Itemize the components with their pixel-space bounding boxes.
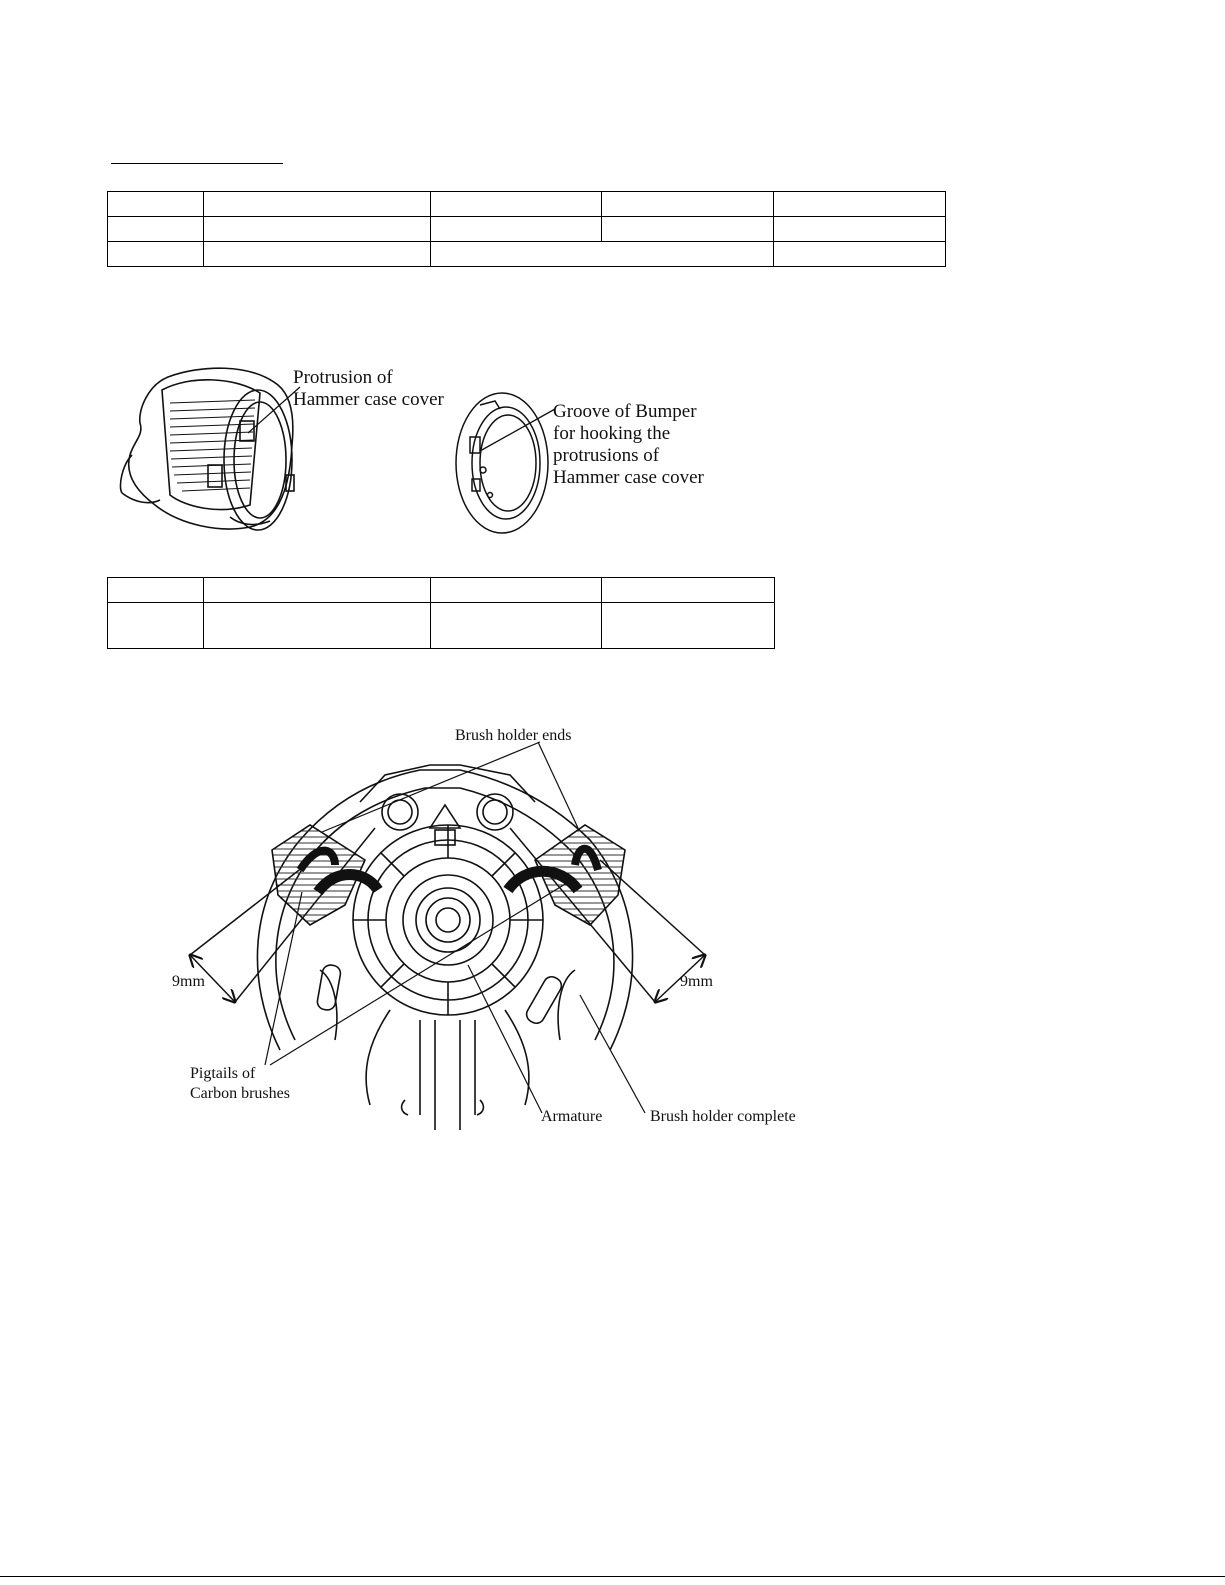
table-row bbox=[108, 578, 775, 603]
callout-bumper-line2: for hooking the bbox=[553, 423, 671, 444]
callout-bumper-line1: Groove of Bumper bbox=[553, 401, 697, 422]
table-row bbox=[108, 242, 946, 267]
callout-hammer-case-line2: Hammer case cover bbox=[293, 389, 444, 410]
page-bottom-rule bbox=[0, 1576, 1225, 1577]
table-row bbox=[108, 217, 946, 242]
label-brush-holder-ends: Brush holder ends bbox=[455, 727, 572, 744]
brush-holder-drawing bbox=[257, 765, 632, 1130]
header-table bbox=[107, 191, 946, 267]
label-pigtails-line2: Carbon brushes bbox=[190, 1085, 290, 1102]
label-9mm-right: 9mm bbox=[680, 973, 713, 990]
label-armature: Armature bbox=[541, 1108, 603, 1125]
label-9mm-left: 9mm bbox=[172, 973, 205, 990]
callout-bumper-line3: protrusions of bbox=[553, 445, 660, 466]
callout-bumper-line4: Hammer case cover bbox=[553, 467, 704, 488]
heading-underline bbox=[111, 163, 283, 164]
table-row bbox=[108, 603, 775, 649]
bumper-drawing bbox=[456, 393, 548, 533]
hammer-case-cover-drawing bbox=[120, 368, 294, 530]
label-brush-holder-complete: Brush holder complete bbox=[650, 1108, 796, 1125]
label-pigtails-line1: Pigtails of bbox=[190, 1065, 256, 1082]
step-table bbox=[107, 577, 775, 649]
callout-leader-lines bbox=[265, 742, 645, 1113]
figure-brush-holder bbox=[160, 720, 840, 1140]
table-row bbox=[108, 192, 946, 217]
callout-hammer-case-line1: Protrusion of bbox=[293, 367, 393, 388]
figure-hammer-case-bumper bbox=[100, 355, 740, 540]
